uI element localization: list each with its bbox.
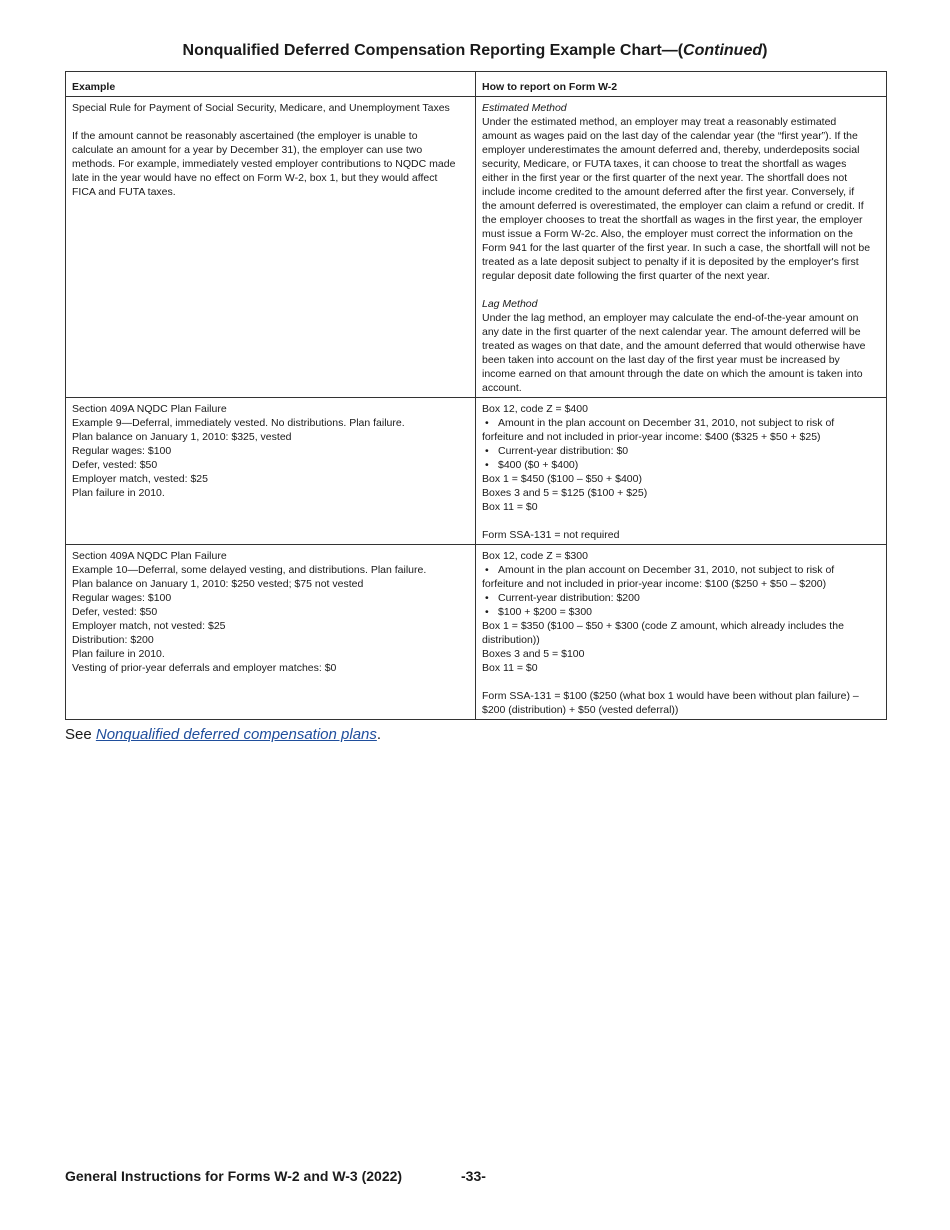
row3-bullet	[482, 563, 880, 577]
row2-bullet-text: Amount in the plan account on December 31, 2010, not subject to risk of	[498, 417, 835, 429]
spacer	[482, 675, 880, 689]
lag-line: treated as wages on that date, and the amount deferred that would otherwise have	[482, 340, 866, 352]
row2-bullet-text: Current-year distribution: $0	[498, 445, 629, 457]
row3-text-line: Vesting of prior-year deferrals and employer matches: $0	[72, 662, 337, 674]
row3-text-line: Regular wages: $100	[72, 592, 172, 604]
nqdc-example-chart	[65, 71, 887, 720]
row3-bullet-text: Amount in the plan account on December 31, 2010, not subject to risk of	[498, 564, 835, 576]
header-how-to-report: How to report on Form W-2	[476, 72, 887, 97]
chart-header-row	[66, 72, 887, 97]
row3-boxes35: Boxes 3 and 5 = $100	[482, 648, 585, 660]
row2-text-line: Defer, vested: $50	[72, 459, 158, 471]
row3-example-cell	[66, 545, 476, 720]
row3-ssa-cont: $200 (distribution) + $50 (vested deferral))	[482, 704, 679, 716]
page-number: -33-	[461, 1168, 486, 1184]
row1-report-cell	[476, 97, 887, 398]
bullet-icon: •	[485, 564, 489, 576]
row3-bullet	[482, 591, 880, 605]
row1-text-line: FICA and FUTA taxes.	[72, 186, 176, 198]
row3-bullet	[482, 605, 880, 619]
bullet-icon: •	[485, 459, 489, 471]
row2-box1: Box 1 = $450 ($100 – $50 + $400)	[482, 473, 642, 485]
bullet-icon: •	[485, 606, 489, 618]
row2-bullet-cont: forfeiture and not included in prior-year income: $400 ($325 + $50 + $25)	[482, 431, 821, 443]
row3-text-line: Employer match, not vested: $25	[72, 620, 226, 632]
row3-text-line: Distribution: $200	[72, 634, 154, 646]
bullet-icon: •	[485, 592, 489, 604]
bullet-icon: •	[485, 445, 489, 457]
row3-box1-cont: distribution))	[482, 634, 540, 646]
estimated-line: amount as wages paid on the last day of the calendar year (the “first year”). If the	[482, 130, 858, 142]
estimated-line: either in the first year or the first quarter of the next year. The shortfall does not	[482, 172, 848, 184]
lag-line: account.	[482, 382, 522, 394]
estimated-method-title: Estimated Method	[482, 102, 567, 114]
row3-text-line: Defer, vested: $50	[72, 606, 158, 618]
title-close: )	[762, 42, 768, 59]
row2-text-line: Plan failure in 2010.	[72, 487, 165, 499]
title-continued: Continued	[683, 42, 763, 59]
lag-line: any date in the first quarter of the next calendar year. The amount deferred will be	[482, 326, 861, 338]
see-suffix: .	[376, 726, 382, 743]
page-footer	[65, 1168, 486, 1184]
spacer	[482, 283, 880, 297]
row2-boxes35: Boxes 3 and 5 = $125 ($100 + $25)	[482, 487, 648, 499]
spacer	[482, 514, 880, 528]
estimated-line: employer underestimates the amount deferred and, thereby, underdeposits social	[482, 144, 860, 156]
row3-text-line: Plan balance on January 1, 2010: $250 vested; $75 not vested	[72, 578, 364, 590]
row2-ssa: Form SSA-131 = not required	[482, 529, 620, 541]
row2-bullet	[482, 416, 880, 430]
estimated-line: treated as a late deposit subject to penalty if it is deposited by the employer's first	[482, 256, 859, 268]
row1-text-line: methods. For example, immediately vested employer contributions to NQDC made	[72, 158, 456, 170]
nqdc-plans-link[interactable]: Nonqualified deferred compensation plans	[95, 726, 377, 743]
page-title	[0, 42, 950, 60]
lag-method-title: Lag Method	[482, 298, 538, 310]
estimated-line: security, Medicare, or FUTA taxes, it can choose to treat the shortfall as wages	[482, 158, 847, 170]
estimated-line: regular deposit date following the first quarter of the next year.	[482, 270, 770, 282]
estimated-line: the employer chooses to treat the shortfall as wages in the first year, the employer	[482, 214, 863, 226]
see-prefix: See	[65, 726, 96, 743]
row3-bullet-cont: forfeiture and not included in prior-year income: $100 ($250 + $50 – $200)	[482, 578, 827, 590]
table-row	[66, 545, 887, 720]
row3-text-line: Plan failure in 2010.	[72, 648, 165, 660]
row1-heading: Special Rule for Payment of Social Security, Medicare, and Unemployment Taxes	[72, 102, 450, 114]
row3-text-line: Section 409A NQDC Plan Failure	[72, 550, 227, 562]
row2-report-cell	[476, 398, 887, 545]
lag-line: Under the lag method, an employer may calculate the end-of-the-year amount on	[482, 312, 859, 324]
footer-title: General Instructions for Forms W-2 and W-3 (2022)	[65, 1168, 403, 1184]
row2-bullet	[482, 458, 880, 472]
row3-box12: Box 12, code Z = $300	[482, 550, 588, 562]
lag-line: income earned on that amount through the date on which the amount is taken into	[482, 368, 863, 380]
row3-ssa: Form SSA-131 = $100 ($250 (what box 1 would have been without plan failure) –	[482, 690, 859, 702]
header-example: Example	[66, 72, 476, 97]
row3-report-cell	[476, 545, 887, 720]
row2-text-line: Plan balance on January 1, 2010: $325, vested	[72, 431, 292, 443]
estimated-line: include income credited to the amount deferred after the first year. Conversely, if	[482, 186, 855, 198]
row2-text-line: Regular wages: $100	[72, 445, 172, 457]
bullet-icon: •	[485, 417, 489, 429]
row3-bullet-text: Current-year distribution: $200	[498, 592, 640, 604]
table-row	[66, 398, 887, 545]
row2-text-line: Section 409A NQDC Plan Failure	[72, 403, 227, 415]
estimated-line: Under the estimated method, an employer may treat a reasonably estimated	[482, 116, 837, 128]
estimated-line: Form 941 for the last quarter of the first year. In such a case, the shortfall will not be	[482, 242, 871, 254]
row1-example-cell	[66, 97, 476, 398]
row2-text-line: Employer match, vested: $25	[72, 473, 208, 485]
row2-bullet	[482, 444, 880, 458]
title-main: Nonqualified Deferred Compensation Reporting Example Chart—(	[182, 42, 684, 59]
lag-line: been taken into account on the last day of the first year must be increased by	[482, 354, 840, 366]
estimated-line: must issue a Form W-2c. Also, the employer must correct the information on the	[482, 228, 853, 240]
table-row	[66, 97, 887, 398]
row1-text-line: If the amount cannot be reasonably ascertained (the employer is unable to	[72, 130, 418, 142]
row1-text-line: calculate an amount for a year by December 31), the employer can use two	[72, 144, 423, 156]
row2-box12: Box 12, code Z = $400	[482, 403, 588, 415]
row3-box1: Box 1 = $350 ($100 – $50 + $300 (code Z amount, which already includes the	[482, 620, 844, 632]
row3-text-line: Example 10—Deferral, some delayed vesting, and distributions. Plan failure.	[72, 564, 427, 576]
see-also	[65, 726, 381, 743]
row1-text-line: late in the year would have no effect on Form W-2, box 1, but they would affect	[72, 172, 438, 184]
row3-box11: Box 11 = $0	[482, 662, 538, 674]
row2-bullet-text: $400 ($0 + $400)	[498, 459, 579, 471]
row2-example-cell	[66, 398, 476, 545]
estimated-line: the amount deferred is overestimated, the employer can claim a refund or credit. If	[482, 200, 864, 212]
row3-bullet-text: $100 + $200 = $300	[498, 606, 593, 618]
spacer	[72, 115, 469, 129]
row2-text-line: Example 9—Deferral, immediately vested. No distributions. Plan failure.	[72, 417, 405, 429]
row2-box11: Box 11 = $0	[482, 501, 538, 513]
